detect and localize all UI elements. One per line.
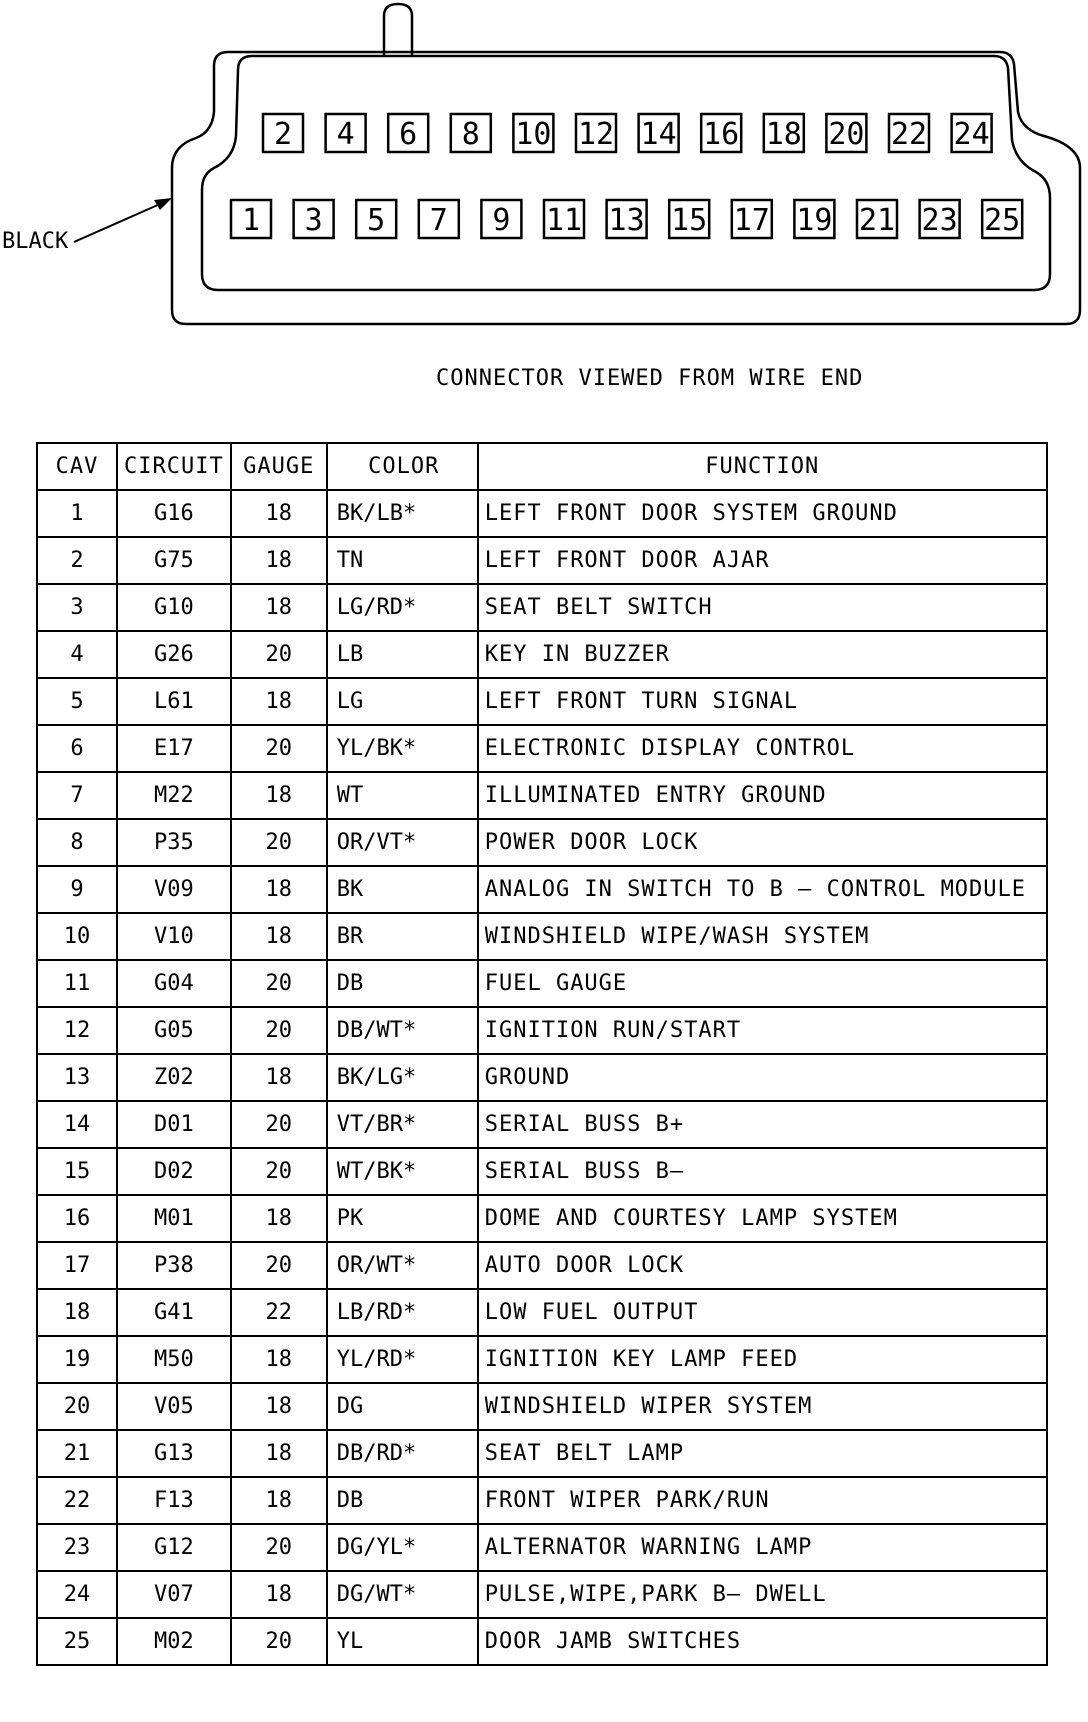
cavity-23 [920, 200, 960, 238]
cavity-number: 18 [765, 117, 802, 152]
cell-cav: 24 [37, 1571, 117, 1618]
table-row [37, 913, 1047, 960]
cell-circuit: V05 [117, 1383, 231, 1430]
cell-gauge: 18 [231, 866, 327, 913]
cell-gauge: 18 [231, 1195, 327, 1242]
cell-gauge: 20 [231, 1618, 327, 1665]
cell-circuit: G05 [117, 1007, 231, 1054]
cell-gauge: 20 [231, 725, 327, 772]
cell-function: SEAT BELT LAMP [478, 1430, 1047, 1477]
cell-circuit: G10 [117, 584, 231, 631]
cell-color: DB [327, 960, 478, 1007]
cavity-number: 11 [545, 203, 583, 238]
cell-cav: 6 [37, 725, 117, 772]
cell-gauge: 18 [231, 772, 327, 819]
table-row [37, 584, 1047, 631]
header-function: FUNCTION [478, 443, 1047, 490]
cell-color: LG/RD* [327, 584, 478, 631]
header-circuit: CIRCUIT [117, 443, 231, 490]
connector-latch-tab [384, 4, 412, 56]
cavity-number: 12 [577, 117, 615, 152]
cavity-number: 14 [640, 117, 677, 152]
cell-cav: 22 [37, 1477, 117, 1524]
connector-diagram [0, 0, 1088, 340]
cell-circuit: G12 [117, 1524, 231, 1571]
cavity-19 [794, 200, 834, 238]
cell-circuit: M22 [117, 772, 231, 819]
table-row [37, 1195, 1047, 1242]
table-row [37, 1242, 1047, 1289]
cell-function: ILLUMINATED ENTRY GROUND [478, 772, 1047, 819]
cell-cav: 19 [37, 1336, 117, 1383]
cell-function: IGNITION RUN/START [478, 1007, 1047, 1054]
cell-gauge: 18 [231, 913, 327, 960]
connector-color-label: BLACK [2, 229, 69, 254]
cell-gauge: 18 [231, 584, 327, 631]
cavity-1 [231, 200, 271, 238]
cell-color: DB [327, 1477, 478, 1524]
cell-function: GROUND [478, 1054, 1047, 1101]
cell-function: ALTERNATOR WARNING LAMP [478, 1524, 1047, 1571]
cell-function: AUTO DOOR LOCK [478, 1242, 1047, 1289]
cell-gauge: 20 [231, 1148, 327, 1195]
cell-color: BR [327, 913, 478, 960]
cell-color: VT/BR* [327, 1101, 478, 1148]
arrow-head-icon [154, 198, 172, 210]
cavity-12 [576, 114, 616, 152]
cavity-number: 1 [241, 203, 261, 238]
cell-function: WINDSHIELD WIPER SYSTEM [478, 1383, 1047, 1430]
cell-gauge: 18 [231, 1336, 327, 1383]
cavity-22 [889, 114, 929, 152]
cell-cav: 4 [37, 631, 117, 678]
cell-circuit: M50 [117, 1336, 231, 1383]
cavity-number: 24 [953, 117, 990, 152]
cell-gauge: 18 [231, 1430, 327, 1477]
cell-color: OR/WT* [327, 1242, 478, 1289]
table-row [37, 631, 1047, 678]
cell-cav: 1 [37, 490, 117, 537]
cell-circuit: E17 [117, 725, 231, 772]
cell-color: DB/RD* [327, 1430, 478, 1477]
cell-color: OR/VT* [327, 819, 478, 866]
cell-circuit: D02 [117, 1148, 231, 1195]
cell-function: DOOR JAMB SWITCHES [478, 1618, 1047, 1665]
cell-gauge: 20 [231, 1242, 327, 1289]
cell-cav: 25 [37, 1618, 117, 1665]
cell-cav: 10 [37, 913, 117, 960]
table-row [37, 1618, 1047, 1665]
cell-color: LB/RD* [327, 1289, 478, 1336]
cavity-25 [982, 200, 1022, 238]
cavity-number: 20 [828, 117, 865, 152]
cell-color: BK [327, 866, 478, 913]
cell-cav: 20 [37, 1383, 117, 1430]
cell-function: ANALOG IN SWITCH TO B — CONTROL MODULE [478, 866, 1047, 913]
cell-cav: 9 [37, 866, 117, 913]
table-row [37, 1007, 1047, 1054]
table-row [37, 537, 1047, 584]
cavity-15 [669, 200, 709, 238]
cell-circuit: G04 [117, 960, 231, 1007]
cavity-18 [764, 114, 804, 152]
cavity-number: 10 [515, 117, 552, 152]
cell-cav: 13 [37, 1054, 117, 1101]
cell-circuit: P35 [117, 819, 231, 866]
cell-function: LEFT FRONT TURN SIGNAL [478, 678, 1047, 725]
cavity-11 [544, 200, 584, 238]
cell-circuit: V09 [117, 866, 231, 913]
cavity-number: 19 [796, 203, 833, 238]
cell-color: WT/BK* [327, 1148, 478, 1195]
cavity-number: 4 [336, 117, 355, 152]
cavity-21 [857, 200, 897, 238]
cavity-number: 7 [429, 203, 448, 238]
cell-color: BK/LG* [327, 1054, 478, 1101]
cell-function: WINDSHIELD WIPE/WASH SYSTEM [478, 913, 1047, 960]
cavity-number: 13 [608, 203, 645, 238]
cavity-6 [388, 114, 428, 152]
cavity-number: 21 [858, 203, 896, 238]
table-row [37, 1383, 1047, 1430]
cell-circuit: D01 [117, 1101, 231, 1148]
table-row [37, 1101, 1047, 1148]
cavity-10 [513, 114, 553, 152]
cell-gauge: 18 [231, 490, 327, 537]
cell-circuit: G26 [117, 631, 231, 678]
cavity-2 [263, 114, 303, 152]
table-row [37, 1336, 1047, 1383]
cell-color: DG [327, 1383, 478, 1430]
cell-gauge: 22 [231, 1289, 327, 1336]
connector-bottom-row [231, 200, 1022, 238]
header-gauge: GAUGE [231, 443, 327, 490]
cell-cav: 23 [37, 1524, 117, 1571]
table-row [37, 1524, 1047, 1571]
cavity-13 [607, 200, 647, 238]
cell-circuit: G75 [117, 537, 231, 584]
cavity-17 [732, 200, 772, 238]
table-row [37, 819, 1047, 866]
cavity-20 [826, 114, 866, 152]
cell-gauge: 18 [231, 1383, 327, 1430]
cavity-number: 17 [733, 203, 770, 238]
cell-gauge: 18 [231, 1054, 327, 1101]
cell-cav: 17 [37, 1242, 117, 1289]
table-row [37, 1571, 1047, 1618]
connector-face [202, 56, 1050, 290]
cell-cav: 16 [37, 1195, 117, 1242]
cell-function: LOW FUEL OUTPUT [478, 1289, 1047, 1336]
cell-cav: 11 [37, 960, 117, 1007]
cavity-7 [419, 200, 459, 238]
cell-gauge: 20 [231, 1007, 327, 1054]
cell-gauge: 18 [231, 1571, 327, 1618]
cell-cav: 18 [37, 1289, 117, 1336]
cell-function: DOME AND COURTESY LAMP SYSTEM [478, 1195, 1047, 1242]
cell-circuit: F13 [117, 1477, 231, 1524]
cavity-number: 9 [492, 203, 511, 238]
cell-color: DB/WT* [327, 1007, 478, 1054]
table-row [37, 1289, 1047, 1336]
table-row [37, 1148, 1047, 1195]
cell-circuit: L61 [117, 678, 231, 725]
pinout-table [36, 442, 1048, 1666]
cell-color: YL/RD* [327, 1336, 478, 1383]
cell-circuit: G13 [117, 1430, 231, 1477]
cell-circuit: G16 [117, 490, 231, 537]
cavity-number: 6 [399, 117, 418, 152]
table-row [37, 1054, 1047, 1101]
cavity-8 [451, 114, 491, 152]
cavity-number: 2 [273, 117, 293, 152]
cell-color: DG/WT* [327, 1571, 478, 1618]
cavity-3 [294, 200, 334, 238]
cell-color: LB [327, 631, 478, 678]
cavity-4 [326, 114, 366, 152]
cell-function: FUEL GAUGE [478, 960, 1047, 1007]
cavity-9 [481, 200, 521, 238]
cell-function: ELECTRONIC DISPLAY CONTROL [478, 725, 1047, 772]
cell-cav: 14 [37, 1101, 117, 1148]
cell-color: YL/BK* [327, 725, 478, 772]
cell-circuit: P38 [117, 1242, 231, 1289]
cell-gauge: 18 [231, 678, 327, 725]
cell-circuit: G41 [117, 1289, 231, 1336]
header-color: COLOR [327, 443, 478, 490]
cavity-14 [639, 114, 679, 152]
cell-color: WT [327, 772, 478, 819]
cell-function: IGNITION KEY LAMP FEED [478, 1336, 1047, 1383]
header-cav: CAV [37, 443, 117, 490]
cell-color: PK [327, 1195, 478, 1242]
cell-gauge: 20 [231, 819, 327, 866]
cell-color: YL [327, 1618, 478, 1665]
cell-cav: 12 [37, 1007, 117, 1054]
cell-function: POWER DOOR LOCK [478, 819, 1047, 866]
cell-color: DG/YL* [327, 1524, 478, 1571]
cell-function: PULSE,WIPE,PARK B— DWELL [478, 1571, 1047, 1618]
cell-function: SERIAL BUSS B+ [478, 1101, 1047, 1148]
cavity-number: 22 [890, 117, 928, 152]
cavity-5 [356, 200, 396, 238]
table-row [37, 725, 1047, 772]
table-row [37, 866, 1047, 913]
cavity-number: 3 [304, 203, 323, 238]
table-row [37, 1477, 1047, 1524]
cavity-24 [952, 114, 992, 152]
table-row [37, 490, 1047, 537]
connector-top-row [263, 114, 992, 152]
cell-cav: 3 [37, 584, 117, 631]
cavity-number: 16 [703, 117, 740, 152]
cell-cav: 21 [37, 1430, 117, 1477]
cell-circuit: M01 [117, 1195, 231, 1242]
cavity-16 [701, 114, 741, 152]
cavity-number: 25 [984, 203, 1021, 238]
table-row [37, 960, 1047, 1007]
table-row [37, 678, 1047, 725]
cell-function: SERIAL BUSS B— [478, 1148, 1047, 1195]
cell-function: LEFT FRONT DOOR SYSTEM GROUND [478, 490, 1047, 537]
cell-gauge: 20 [231, 960, 327, 1007]
cell-gauge: 20 [231, 631, 327, 678]
cavity-number: 8 [461, 117, 480, 152]
cell-gauge: 20 [231, 1101, 327, 1148]
cell-function: KEY IN BUZZER [478, 631, 1047, 678]
cell-circuit: Z02 [117, 1054, 231, 1101]
cell-circuit: V10 [117, 913, 231, 960]
cavity-number: 5 [367, 203, 386, 238]
connector-housing [172, 52, 1080, 324]
cell-cav: 8 [37, 819, 117, 866]
cell-cav: 7 [37, 772, 117, 819]
pinout-header-row [37, 443, 1047, 490]
cavity-number: 15 [671, 203, 708, 238]
cell-color: TN [327, 537, 478, 584]
connector-caption: CONNECTOR VIEWED FROM WIRE END [436, 366, 864, 391]
cavity-number: 23 [921, 203, 958, 238]
table-row [37, 772, 1047, 819]
table-row [37, 1430, 1047, 1477]
cell-gauge: 18 [231, 537, 327, 584]
cell-cav: 2 [37, 537, 117, 584]
cell-cav: 15 [37, 1148, 117, 1195]
cell-circuit: V07 [117, 1571, 231, 1618]
cell-function: SEAT BELT SWITCH [478, 584, 1047, 631]
connector-color-leader [74, 204, 160, 242]
cell-function: LEFT FRONT DOOR AJAR [478, 537, 1047, 584]
cell-color: LG [327, 678, 478, 725]
cell-gauge: 18 [231, 1477, 327, 1524]
cell-cav: 5 [37, 678, 117, 725]
cell-gauge: 20 [231, 1524, 327, 1571]
cell-circuit: M02 [117, 1618, 231, 1665]
cell-function: FRONT WIPER PARK/RUN [478, 1477, 1047, 1524]
cell-color: BK/LB* [327, 490, 478, 537]
